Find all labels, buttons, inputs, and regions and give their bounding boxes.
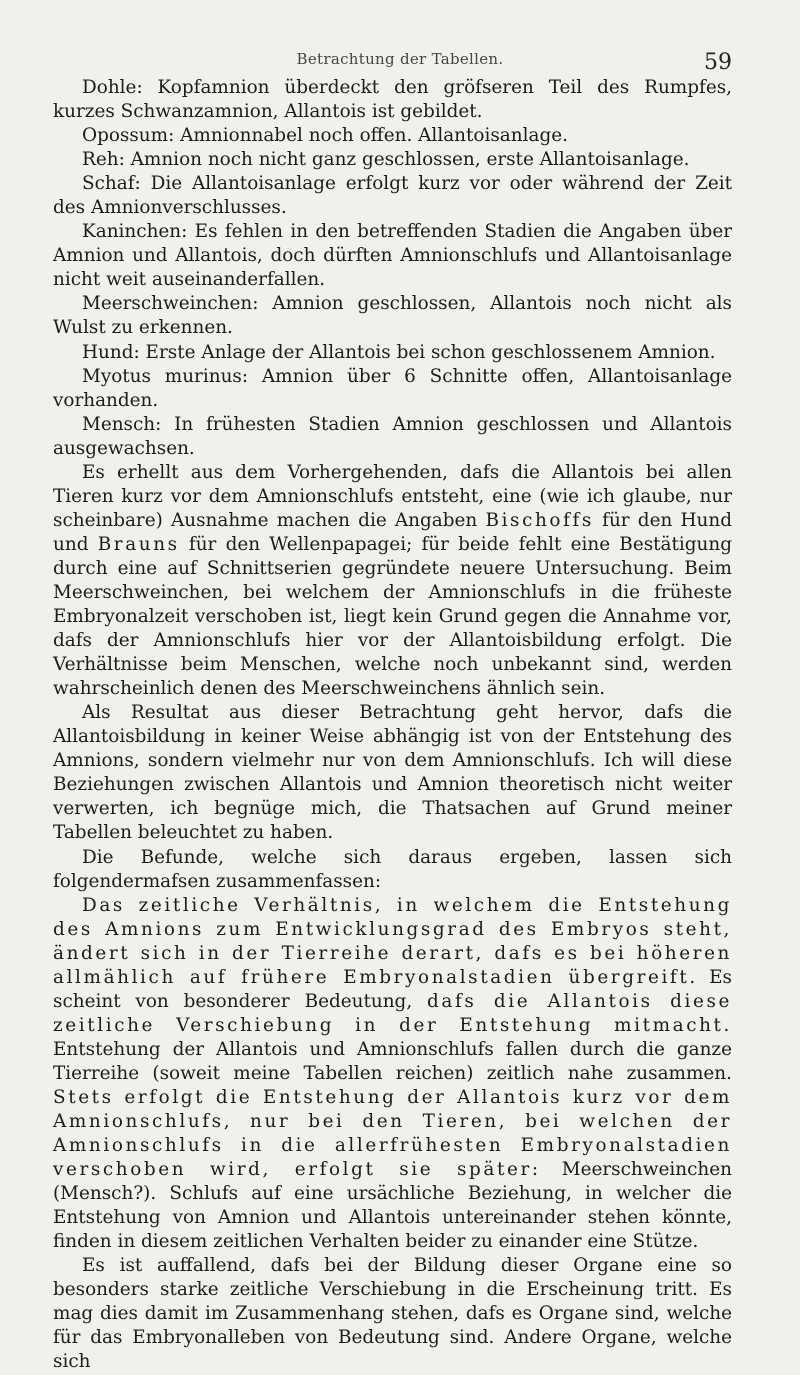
species-name: Myotus murinus: [82, 365, 242, 387]
page-number: 59: [704, 50, 732, 75]
species-name: Mensch: [82, 413, 156, 435]
entry-text: : Amnion über 6 Schnitte offen, Allantoisanlage vorhanden.: [53, 365, 732, 411]
paragraph-3: Die Befunde, welche sich daraus ergeben, lassen sich folgendermafsen zusammenfassen:: [53, 846, 732, 892]
entry-text: : Erste Anlage der Allantois bei schon geschlossenem Amnion.: [133, 341, 716, 363]
entry-kaninchen: [53, 220, 732, 292]
paragraph-text: Es scheint von besonderer Bedeutung,: [53, 966, 732, 1012]
entry-text: : Amnion noch nicht ganz geschlossen, erste Allantoisanlage.: [118, 149, 690, 171]
entry-text: : Die Allantoisanlage erfolgt kurz vor oder während der Zeit des Amnionverschlusses.: [53, 173, 732, 219]
entry-dohle: [53, 76, 732, 124]
emphasis-text: Stets erfolgt die Entstehung der Allantois kurz vor dem Amnionschlufs, nur bei den Tieren, bei welchen der Amnionschlufs in die allerfrühesten Embryonalstadien verschoben wird, erfolgt sie später:: [53, 1086, 732, 1181]
species-name: Dohle: [82, 77, 137, 98]
paragraph-text: für den Wellenpapagei; für beide fehlt eine Bestätigung durch eine auf Schnittserien gegründete neuere Untersuchung. Beim Meerschweinchen, bei welchem der Amnionschlufs in die früheste Embryonalzeit verschoben ist, liegt kein Grund gegen die Annahme vor, dafs der Amnionschlufs hier vor der Allantoisbildung erfolgt. Die Verhältnisse beim Menschen, welche noch unbekannt sind, werden wahrscheinlich denen des Meerschweinchens ähnlich sein.: [53, 533, 733, 700]
species-name: Hund: [82, 341, 134, 363]
paragraph-text: für den Hund und: [53, 509, 732, 555]
entry-text: : Amnionnabel noch offen. Allantoisanlage.: [168, 125, 568, 147]
paragraph-1: [53, 461, 732, 701]
entry-text: : In frühesten Stadien Amnion geschlossen und Allantois ausgewachsen.: [53, 413, 732, 459]
body-text: [53, 76, 732, 1375]
entry-meerschweinchen: [53, 292, 732, 340]
species-name: Reh: [82, 149, 119, 171]
author-name: Bischoffs: [485, 509, 594, 531]
entry-text: : Kopfamnion überdeckt den gröfseren Teil des Rumpfes, kurzes Schwanzamnion, Allantois ist gebildet.: [53, 77, 732, 123]
entry-myotus: [53, 365, 732, 413]
paragraph-text: Es erhellt aus dem Vorhergehenden, dafs die Allantois bei allen Tieren kurz vor dem Amnionschlufs entsteht, eine (wie ich glaube, nur scheinbare) Ausnahme machen die Angaben: [53, 461, 732, 531]
entry-opossum: [53, 124, 732, 148]
paragraph-4: [53, 894, 732, 1255]
entry-text: : Es fehlen in den betreffenden Stadien die Angaben über Amnion und Allantois, doch dürften Amnionschlufs und Allantoisanlage nicht weit auseinanderfallen.: [53, 221, 732, 291]
species-name: Meerschweinchen: [82, 293, 253, 315]
species-name: Opossum: [82, 125, 169, 147]
entry-text: : Amnion geschlossen, Allantois noch nicht als Wulst zu erkennen.: [53, 293, 732, 339]
species-name: Kaninchen: [82, 221, 182, 243]
entry-mensch: [53, 413, 732, 461]
running-title: Betrachtung der Tabellen.: [296, 50, 504, 68]
paragraph-5: Es ist auffallend, dafs bei der Bildung dieser Organe eine so besonders starke zeitliche Verschiebung in die Erscheinung tritt. Es mag dies damit im Zusammenhang stehen, dafs es Organe sind, welche für das Embryonalleben von Bedeutung sind. Andere Organe, welche sich: [53, 1255, 732, 1373]
entry-schaf: [53, 172, 732, 220]
species-name: Schaf: [82, 173, 135, 195]
entry-hund: [53, 341, 732, 365]
paragraph-text: Entstehung der Allantois und Amnionschlufs fallen durch die ganze Tierreihe (soweit meine Tabellen reichen) zeitlich nahe zusammen.: [53, 1038, 732, 1084]
paragraph-text: Meerschweinchen (Mensch?). Schlufs auf eine ursächliche Beziehung, in welcher die Entstehung von Amnion und Allantois untereinander stehen könnte, finden in diesem zeitlichen Verhalten beider zu einander eine Stütze.: [53, 1159, 732, 1253]
emphasis-text: dafs die Allantois diese zeitliche Verschiebung in der Entstehung mitmacht.: [53, 990, 733, 1036]
emphasis-text: Das zeitliche Verhältnis, in welchem die Entstehung des Amnions zum Entwicklungsgrad des Embryos steht, ändert sich in der Tierreihe derart, dafs es bei höheren allmählich auf frühere Embryonalstadien übergreift.: [53, 894, 732, 988]
paragraph-2: Als Resultat aus dieser Betrachtung geht hervor, dafs die Allantoisbildung in keiner Weise abhängig ist von der Entstehung des Amnions, sondern vielmehr nur von dem Amnionschlufs. Ich will diese Beziehungen zwischen Allantois und Amnion theoretisch nicht weiter verwerten, ich begnüge mich, die Thatsachen auf Grund meiner Tabellen beleuchtet zu haben.: [53, 702, 732, 844]
author-name: Brauns: [97, 533, 180, 555]
entry-reh: [53, 148, 732, 172]
